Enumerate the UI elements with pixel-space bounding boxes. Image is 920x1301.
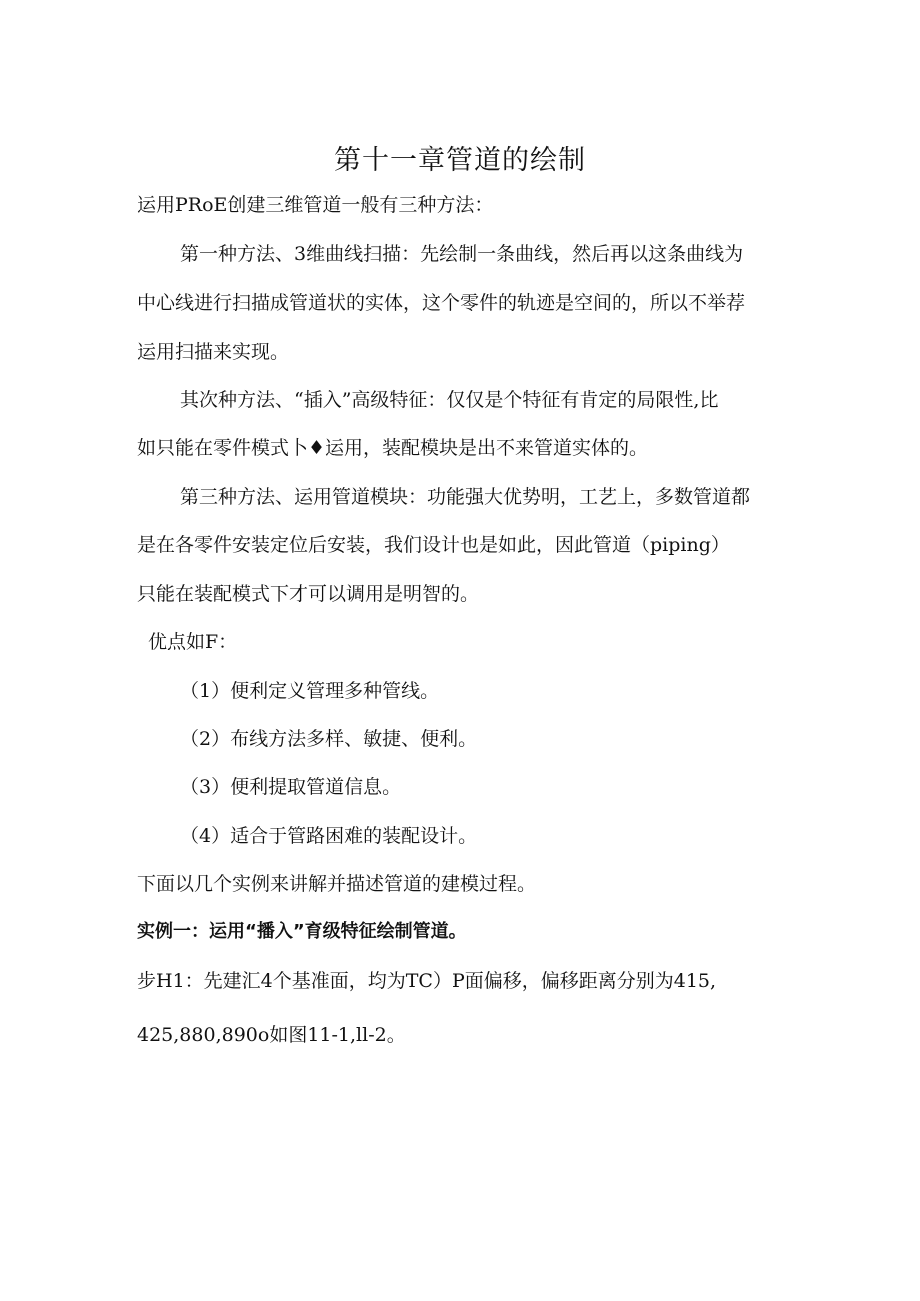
advantage-item-4: （4）适合于管路困难的装配设计。 <box>180 825 478 847</box>
method3-line-3: 只能在装配模式下才可以调用是明智的。 <box>137 583 480 605</box>
example1-heading: 实例一：运用“播入”育级特征绘制管道。 <box>137 921 467 942</box>
method1-line-3: 运用扫描来实现。 <box>137 341 290 363</box>
advantage-item-2: （2）布线方法多样、敏捷、便利。 <box>180 728 478 750</box>
advantage-item-1: （1）便利定义管理多种管线。 <box>180 680 440 702</box>
advantages-heading: 优点如F： <box>148 631 238 653</box>
method3-line-2: 是在各零件安装定位后安装，我们设计也是如此，因此管道（piping） <box>137 534 730 556</box>
step1-line-2: 425,880,890o如图11-1,ll-2。 <box>137 1024 406 1046</box>
examples-intro: 下面以几个实例来讲解并描述管道的建模过程。 <box>137 873 537 895</box>
method2-line-1: 其次种方法、“插入”高级特征：仅仅是个特征有肯定的局限性,比 <box>180 389 719 411</box>
method3-line-1: 第三种方法、运用管道模块：功能强大优势明，工艺上，多数管道都 <box>180 486 751 508</box>
intro-line: 运用PRoE创建三维管道一般有三种方法： <box>137 194 494 216</box>
method1-line-2: 中心线进行扫描成管道状的实体，这个零件的轨迹是空间的，所以不举荐 <box>137 292 746 314</box>
advantage-item-3: （3）便利提取管道信息。 <box>180 776 402 798</box>
method2-line-2: 如只能在零件模式卜♦运用，装配模块是出不来管道实体的。 <box>137 437 649 459</box>
step1-line-1: 步H1：先建汇4个基准面，均为TC）P面偏移，偏移距离分别为415, <box>137 970 717 992</box>
method1-line-1: 第一种方法、3维曲线扫描：先绘制一条曲线，然后再以这条曲线为 <box>180 243 744 265</box>
page-title: 第十一章管道的绘制 <box>334 145 586 176</box>
